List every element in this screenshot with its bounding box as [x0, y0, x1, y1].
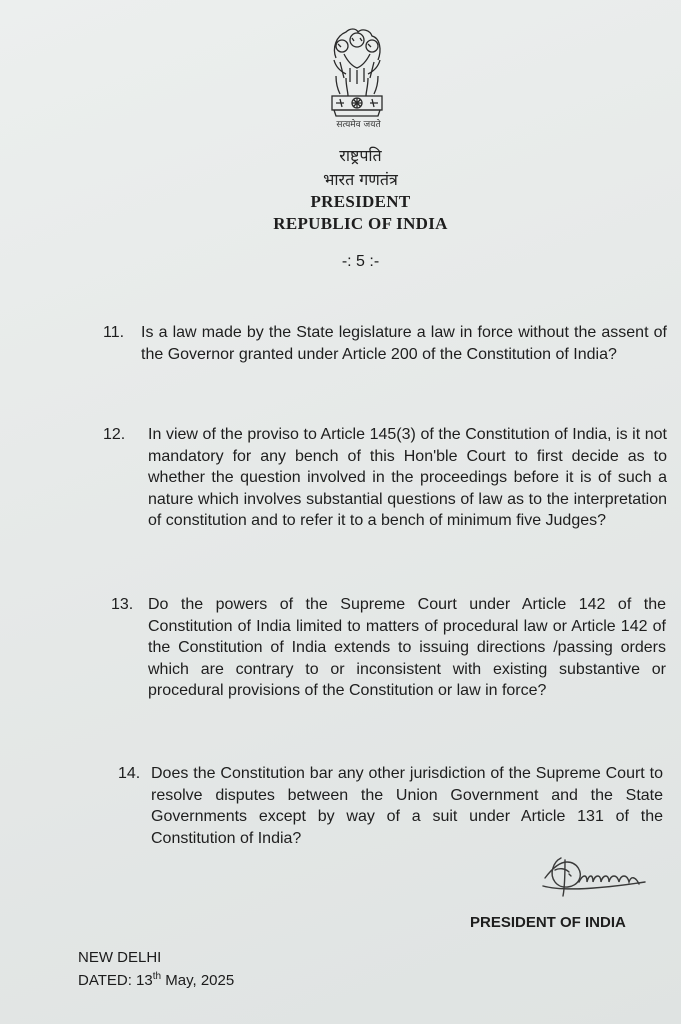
signatory-title: PRESIDENT OF INDIA: [470, 914, 626, 931]
english-title-republic: REPUBLIC OF INDIA: [273, 214, 448, 233]
date-ordinal-suffix: th: [152, 971, 162, 982]
handwritten-signature: [535, 852, 660, 908]
question-number: 12.: [103, 426, 126, 443]
emblem-motto: सत्यमेव जयते: [336, 120, 381, 130]
question-text: Does the Constitution bar any other jurisdiction of the Supreme Court to resolve disputes between the Union Government and the State Governments except by way of a suit under Article 131 of the Constitution of India?: [151, 765, 663, 847]
question-text: Is a law made by the State legislature a law in force without the assent of the Governor granted under Article 200 of the Constitution of India?: [141, 324, 667, 363]
question-text: In view of the proviso to Article 145(3) of the Constitution of India, is it not mandatory for any bench of this Hon'ble Court to first decide as to whether the question involved in the proceedings before it is of such a nature which involves substantial questions of law as to the interpretation of constitution and to refer it to a bench of minimum five Judges?: [148, 426, 667, 529]
question-number: 11.: [103, 324, 125, 341]
place-of-signing: NEW DELHI: [78, 949, 162, 966]
hindi-title-president: राष्ट्रपति: [339, 146, 382, 165]
question-number: 13.: [111, 596, 134, 613]
question-number: 14.: [118, 765, 141, 782]
english-title-president: PRESIDENT: [310, 192, 411, 211]
hindi-title-republic: भारत गणतंत्र: [323, 170, 398, 189]
date-rest: May, 2025: [161, 972, 235, 989]
date-line: [78, 971, 234, 989]
question-text: Do the powers of the Supreme Court under Article 142 of the Constitution of India limited to matters of procedural law or Article 142 of the Constitution of India extends to issuing directions /passing orders which are contrary to or inconsistent with existing substantive or procedural provisions of the Constitution or law in force?: [148, 596, 666, 699]
date-label: DATED: 13: [78, 972, 153, 989]
page-number: -: 5 :-: [341, 253, 380, 270]
